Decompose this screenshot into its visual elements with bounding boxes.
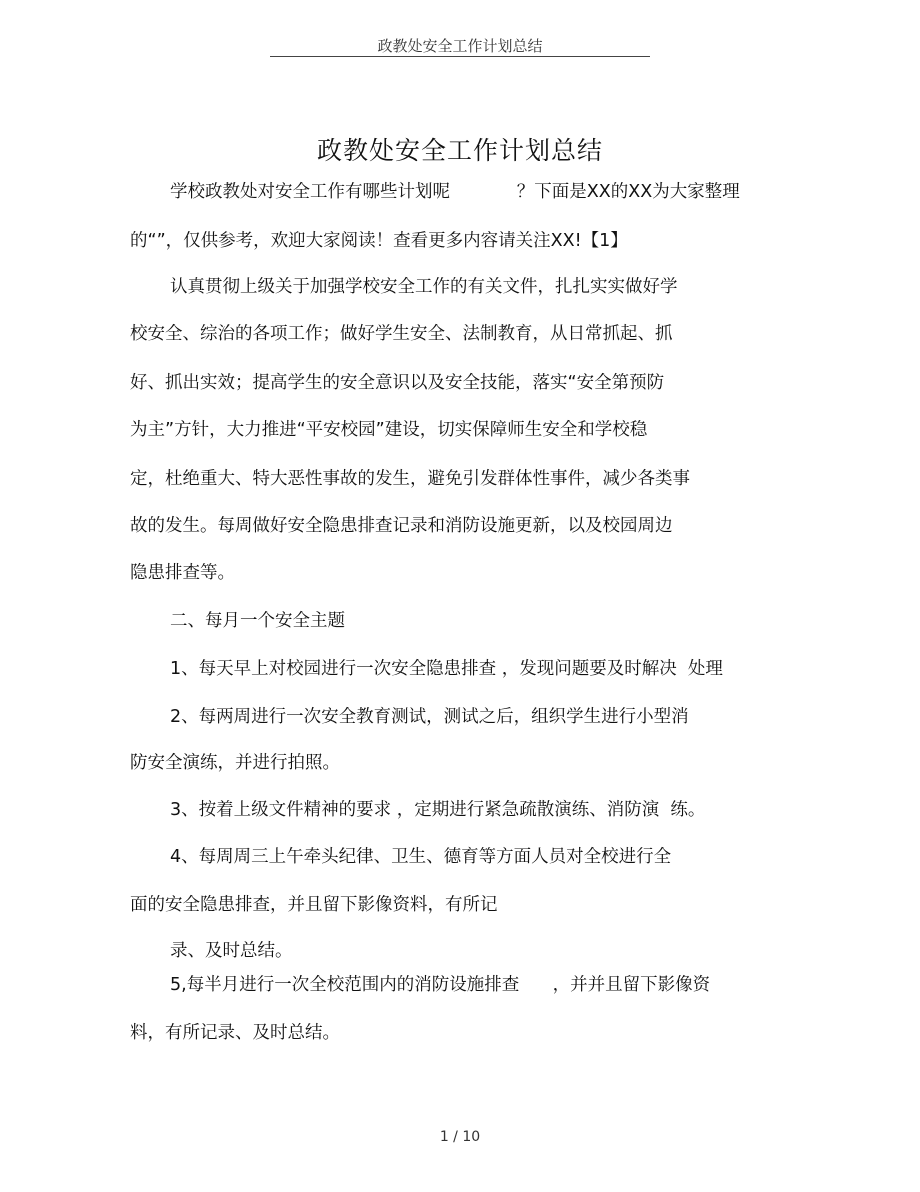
list-item: 2、每两周进行一次安全教育测试，测试之后，组织学生进行小型消 bbox=[170, 707, 689, 727]
header-divider bbox=[270, 56, 650, 57]
paragraph-line: 好、抓出实效；提高学生的安全意识以及安全技能，落实“安全第预防 bbox=[130, 373, 665, 393]
paragraph-line: 故的发生。每周做好安全隐患排查记录和消防设施更新，以及校园周边 bbox=[130, 516, 673, 536]
paragraph-line: 面的安全隐患排查，并且留下影像资料，有所记 bbox=[130, 895, 498, 915]
paragraph-line: 防安全演练，并进行拍照。 bbox=[130, 753, 340, 773]
paragraph-line: 料，有所记录、及时总结。 bbox=[130, 1023, 340, 1043]
page-number: 1 / 10 bbox=[439, 1129, 481, 1145]
section-heading: 二、每月一个安全主题 bbox=[170, 611, 345, 631]
paragraph-line: 校安全、综治的各项工作；做好学生安全、法制教育，从日常抓起、抓 bbox=[130, 324, 673, 344]
document-title: 政教处安全工作计划总结 bbox=[316, 135, 603, 165]
list-item: 3、按着上级文件精神的要求 ，定期进行紧急疏散演练、消防演 练。 bbox=[170, 800, 706, 820]
paragraph-line: 隐患排查等。 bbox=[130, 563, 235, 583]
paragraph-line: 录、及时总结。 bbox=[170, 941, 293, 961]
paragraph-line: 为主”方针，大力推进“平安校园”建设，切实保障师生安全和学校稳 bbox=[130, 420, 648, 440]
paragraph-line: 认真贯彻上级关于加强学校安全工作的有关文件，扎扎实实做好学 bbox=[170, 277, 678, 297]
paragraph-line: 定，杜绝重大、特大恶性事故的发生，避免引发群体性事件，减少各类事 bbox=[130, 469, 690, 489]
paragraph-line: 学校政教处对安全工作有哪些计划呢 ？下面是XX的XX为大家整理 bbox=[170, 182, 740, 202]
list-item: 5,每半月进行一次全校范围内的消防设施排查 ，并并且留下影像资 bbox=[170, 975, 711, 995]
list-item: 1、每天早上对校园进行一次安全隐患排查 ，发现问题要及时解决 处理 bbox=[170, 659, 723, 679]
running-header-title: 政教处安全工作计划总结 bbox=[377, 37, 543, 55]
paragraph-line: 的“”，仅供参考，欢迎大家阅读！查看更多内容请关注XX!【1】 bbox=[130, 231, 628, 251]
list-item: 4、每周周三上午牵头纪律、卫生、德育等方面人员对全校进行全 bbox=[170, 847, 672, 867]
